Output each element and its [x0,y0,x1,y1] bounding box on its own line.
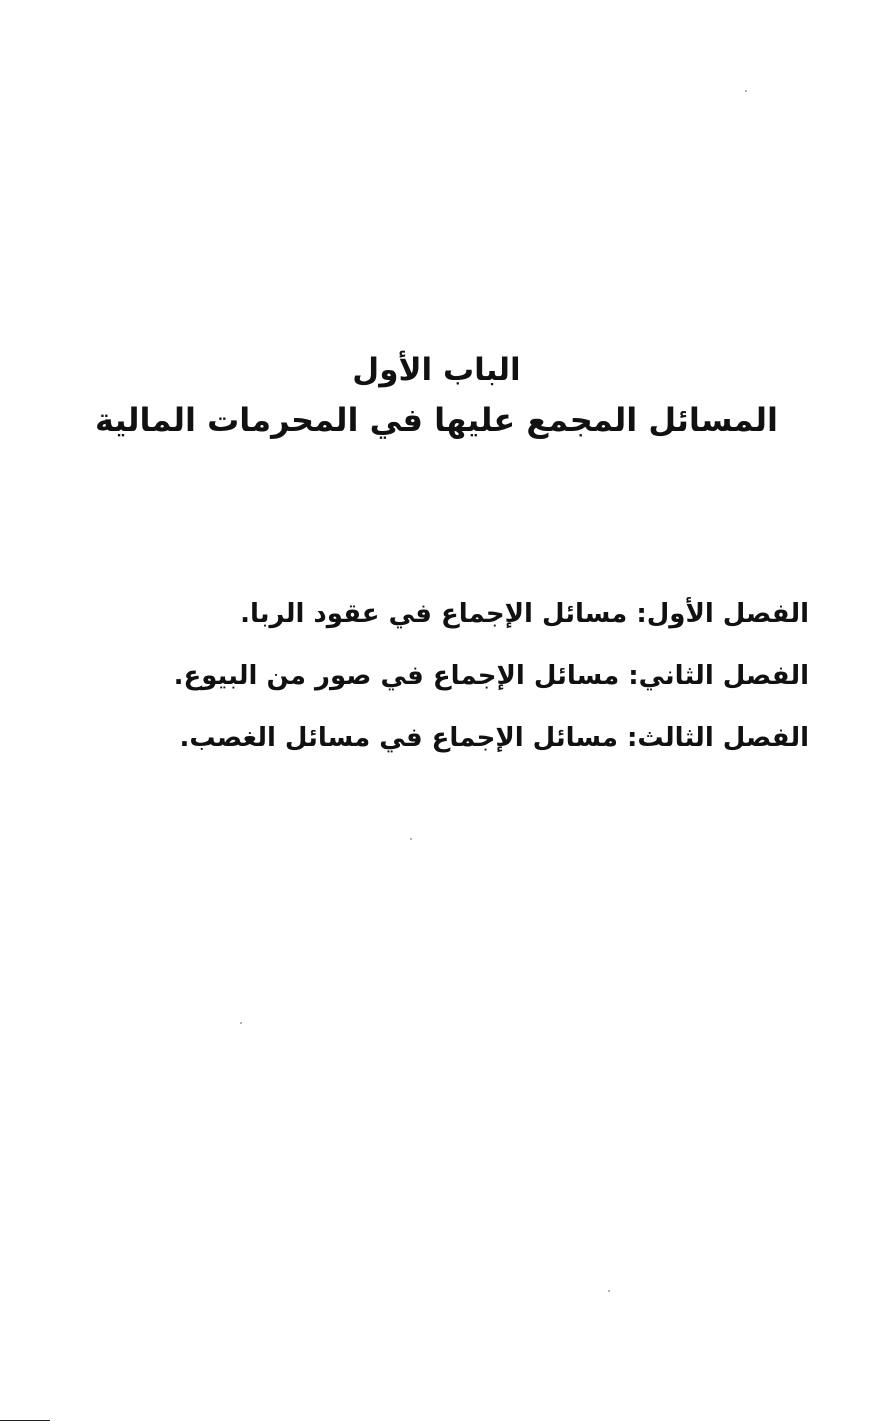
chapter-text: مسائل الإجماع في عقود الربا. [240,599,637,629]
chapter-item [173,660,809,692]
chapter-text: مسائل الإجماع في مسائل الغصب. [179,723,627,753]
part-title: الباب الأول [352,352,521,388]
chapter-text: مسائل الإجماع في صور من البيوع. [173,661,629,691]
scan-edge-line [0,1420,50,1421]
part-subtitle: المسائل المجمع عليها في المحرمات المالية [95,401,778,440]
scan-speck [240,1022,242,1024]
chapter-list [173,598,809,784]
part-heading [0,352,885,440]
scan-speck [410,838,412,840]
scan-speck [608,1290,610,1292]
chapter-label: الفصل الثاني: [628,661,809,691]
chapter-item [189,598,809,630]
chapter-label: الفصل الأول: [636,599,809,629]
chapter-item [179,722,809,754]
scan-speck [745,90,747,92]
chapter-label: الفصل الثالث: [627,723,809,753]
